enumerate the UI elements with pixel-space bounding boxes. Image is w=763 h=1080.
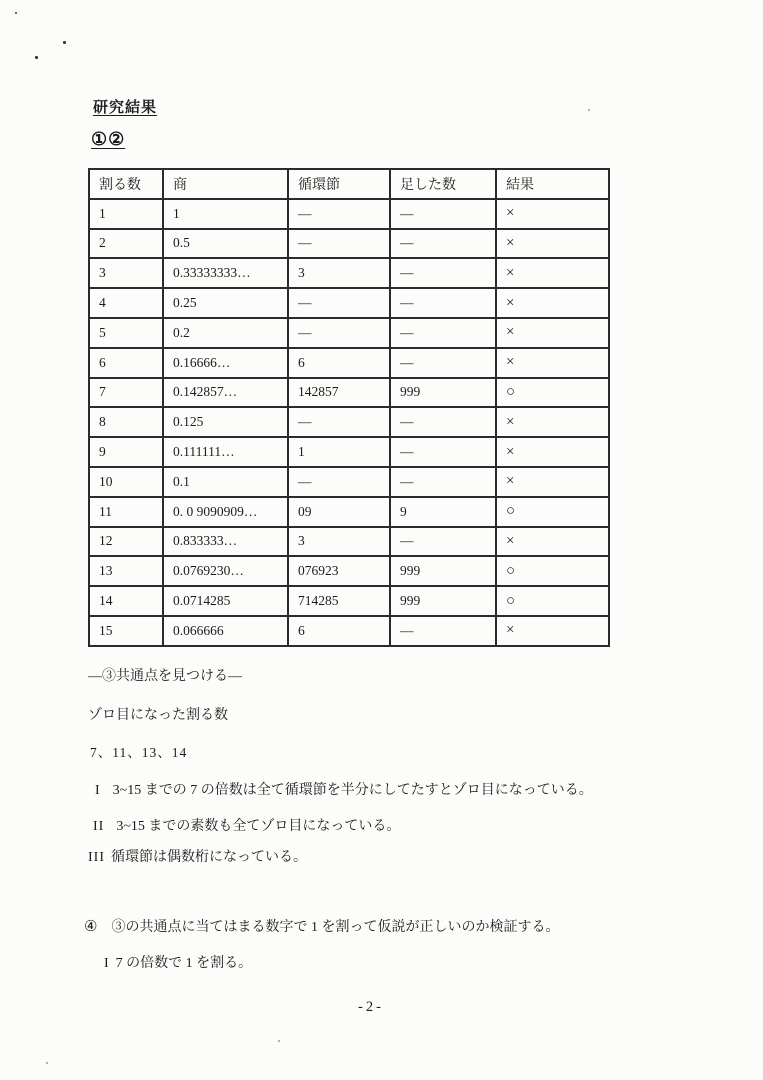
cell-repetend: 076923 [288, 556, 390, 586]
cell-divisor: 2 [89, 229, 163, 259]
cell-divisor: 12 [89, 527, 163, 557]
cell-repetend: — [288, 407, 390, 437]
table-row [89, 258, 609, 288]
observation-3-numeral: III [88, 850, 105, 865]
cell-result: × [496, 467, 609, 497]
cell-result: × [496, 199, 609, 229]
page-title: 研究結果 [93, 100, 158, 116]
scan-speck [15, 12, 17, 14]
cell-divisor: 9 [89, 437, 163, 467]
cell-sum: 999 [390, 556, 496, 586]
cell-quotient: 0.111111… [163, 437, 288, 467]
cell-quotient: 0.0714285 [163, 586, 288, 616]
cell-quotient: 0.33333333… [163, 258, 288, 288]
common-points-heading-text: ―③共通点を見つける― [88, 669, 242, 684]
header-result: 結果 [496, 169, 609, 199]
cell-divisor: 15 [89, 616, 163, 646]
header-sum: 足した数 [390, 169, 496, 199]
cell-sum: 999 [390, 586, 496, 616]
cell-divisor: 7 [89, 378, 163, 408]
table-row [89, 199, 609, 229]
observation-1-text: 3~15 までの 7 の倍数は全て循環節を半分にしてたすとゾロ目になっている。 [112, 783, 593, 798]
cell-result: × [496, 616, 609, 646]
cell-quotient: 0.16666… [163, 348, 288, 378]
cell-sum: — [390, 258, 496, 288]
observation-2 [93, 815, 400, 835]
page-number: -2- [358, 999, 384, 1015]
cell-divisor: 14 [89, 586, 163, 616]
zorome-label-text: ゾロ目になった割る数 [88, 708, 228, 723]
table-row [89, 437, 609, 467]
step4-sub-numeral: I [104, 956, 110, 971]
cell-divisor: 6 [89, 348, 163, 378]
cell-sum: — [390, 318, 496, 348]
step4-sub-text: 7 の倍数で 1 を割る。 [115, 956, 253, 971]
table-row [89, 556, 609, 586]
zorome-label [88, 704, 228, 724]
cell-quotient: 0.833333… [163, 527, 288, 557]
table-row [89, 497, 609, 527]
cell-divisor: 13 [89, 556, 163, 586]
observation-3-text: 循環節は偶数桁になっている。 [111, 850, 307, 865]
cell-divisor: 10 [89, 467, 163, 497]
cell-repetend: 6 [288, 348, 390, 378]
cell-quotient: 0.0769230… [163, 556, 288, 586]
observation-1 [95, 779, 593, 799]
observation-3 [88, 846, 307, 866]
cell-result: ○ [496, 586, 609, 616]
cell-result: × [496, 348, 609, 378]
cell-divisor: 4 [89, 288, 163, 318]
cell-result: × [496, 407, 609, 437]
observation-1-numeral: I [95, 783, 101, 798]
cell-repetend: — [288, 318, 390, 348]
cell-repetend: 09 [288, 497, 390, 527]
cell-result: × [496, 229, 609, 259]
table-row [89, 467, 609, 497]
cell-sum: — [390, 527, 496, 557]
cell-repetend: — [288, 199, 390, 229]
cell-sum: 9 [390, 497, 496, 527]
scan-speck [35, 56, 38, 59]
cell-sum: — [390, 348, 496, 378]
observation-2-numeral: II [93, 819, 105, 834]
header-divisor: 割る数 [89, 169, 163, 199]
table-row [89, 318, 609, 348]
section-label: ①② [91, 129, 126, 149]
cell-quotient: 0.25 [163, 288, 288, 318]
cell-sum: — [390, 407, 496, 437]
table-row [89, 378, 609, 408]
cell-sum: — [390, 229, 496, 259]
cell-repetend: 3 [288, 527, 390, 557]
cell-divisor: 1 [89, 199, 163, 229]
cell-quotient: 0.5 [163, 229, 288, 259]
cell-divisor: 11 [89, 497, 163, 527]
table-row [89, 527, 609, 557]
cell-divisor: 3 [89, 258, 163, 288]
cell-repetend: 3 [288, 258, 390, 288]
cell-quotient: 1 [163, 199, 288, 229]
cell-sum: — [390, 467, 496, 497]
cell-result: ○ [496, 497, 609, 527]
step4-sub-line [104, 952, 252, 972]
cell-divisor: 5 [89, 318, 163, 348]
step4-text: ③の共通点に当てはまる数字で 1 を割って仮説が正しいのか検証する。 [111, 920, 560, 935]
cell-result: × [496, 437, 609, 467]
table-row [89, 229, 609, 259]
cell-result: × [496, 288, 609, 318]
cell-repetend: 142857 [288, 378, 390, 408]
cell-quotient: 0.1 [163, 467, 288, 497]
header-repetend: 循環節 [288, 169, 390, 199]
scan-speck [46, 1062, 48, 1064]
table-header-row [89, 169, 609, 199]
cell-repetend: 6 [288, 616, 390, 646]
cell-quotient: 0.066666 [163, 616, 288, 646]
table-row [89, 586, 609, 616]
cell-sum: — [390, 199, 496, 229]
cell-result: × [496, 318, 609, 348]
cell-sum: — [390, 437, 496, 467]
scan-speck [63, 41, 66, 44]
table-row [89, 616, 609, 646]
table-row [89, 407, 609, 437]
cell-repetend: 714285 [288, 586, 390, 616]
observation-2-text: 3~15 までの素数も全てゾロ目になっている。 [116, 819, 401, 834]
cell-repetend: — [288, 229, 390, 259]
scan-speck [588, 109, 590, 111]
cell-sum: — [390, 616, 496, 646]
table-row [89, 348, 609, 378]
cell-divisor: 8 [89, 407, 163, 437]
cell-result: ○ [496, 378, 609, 408]
cell-quotient: 0. 0 9090909… [163, 497, 288, 527]
cell-quotient: 0.125 [163, 407, 288, 437]
cell-repetend: — [288, 288, 390, 318]
cell-repetend: — [288, 467, 390, 497]
header-quotient: 商 [163, 169, 288, 199]
step4-line [84, 916, 559, 936]
common-points-heading [88, 665, 242, 685]
table-row [89, 288, 609, 318]
cell-sum: — [390, 288, 496, 318]
cell-quotient: 0.2 [163, 318, 288, 348]
cell-result: × [496, 527, 609, 557]
scan-speck [278, 1040, 280, 1042]
cell-quotient: 0.142857… [163, 378, 288, 408]
cell-result: ○ [496, 556, 609, 586]
zorome-numbers [90, 741, 187, 761]
cell-result: × [496, 258, 609, 288]
zorome-numbers-text: 7、11、13、14 [90, 745, 188, 760]
step4-marker: ④ [84, 919, 98, 935]
results-table [88, 168, 610, 647]
cell-sum: 999 [390, 378, 496, 408]
cell-repetend: 1 [288, 437, 390, 467]
